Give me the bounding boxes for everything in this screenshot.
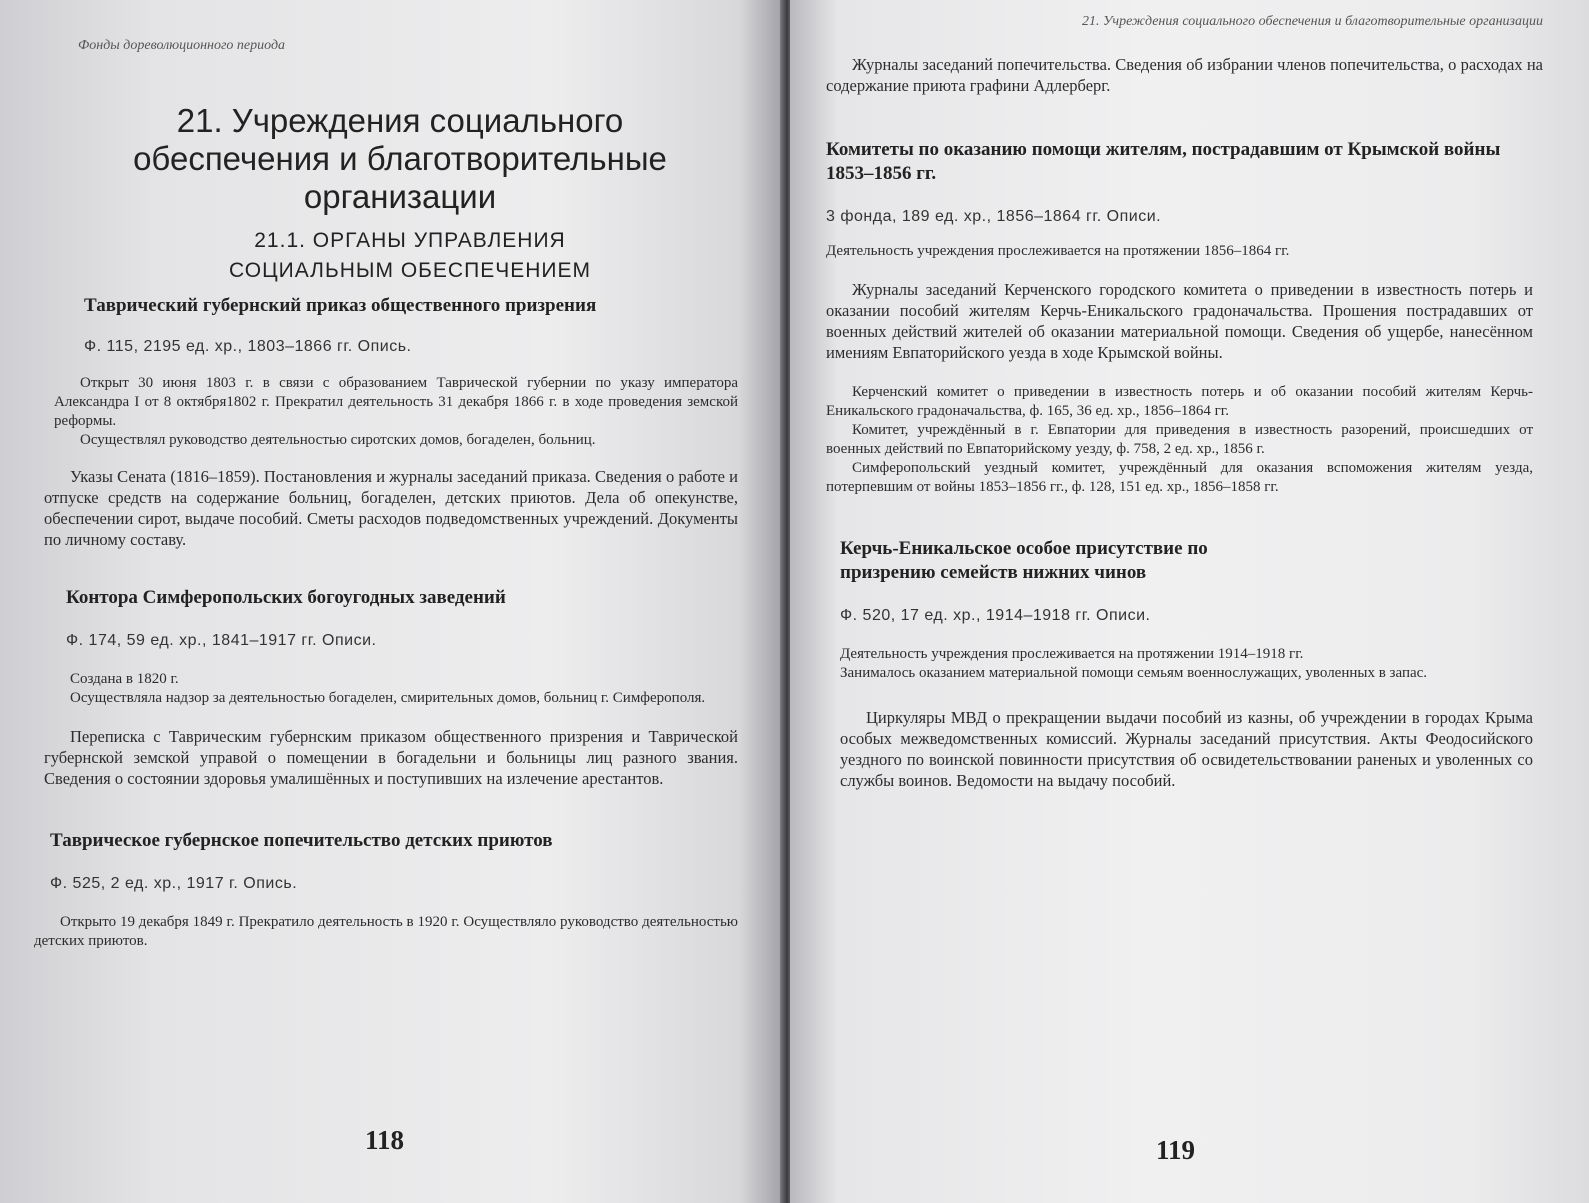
entry-meta: Ф. 520, 17 ед. хр., 1914–1918 гг. Описи. xyxy=(840,607,1151,624)
entry-heading: Керчь-Еникальское особое присутствие по призрению семейств нижних чинов xyxy=(840,538,1208,583)
left-page xyxy=(0,0,786,1203)
running-head-right: 21. Учреждения социального обеспечения и благотворительные организации xyxy=(1081,14,1543,29)
entry-history: Деятельность учреждения прослеживается на протяжении 1856–1864 гг. xyxy=(826,243,1290,259)
page-number-left: 118 xyxy=(365,1125,405,1155)
entry-history-2: Занималось оказанием материальной помощи семьям военнослужащих, уволенных в запас. xyxy=(840,665,1428,681)
entry-meta: Ф. 174, 59 ед. хр., 1841–1917 гг. Описи. xyxy=(66,632,377,649)
running-head-left: Фонды дореволюционного периода xyxy=(78,38,286,53)
entry-contents: Переписка с Таврическим губернским приказом общественного призрения и Таврической губернской земской управой о помещении в богадельни и больницы лиц разного звания. Сведения о состоянии здоровья умалишённых и поступивших на излечение арестантов. xyxy=(44,727,738,788)
entry-history: Открыт 30 июня 1803 г. в связи с образованием Таврической губернии по указу императора Александра I от 8 октября1802 г. Прекратил деятельность 31 декабря 1866 г. в ходе проведения земской реформы. xyxy=(54,375,738,429)
fund-entry-520 xyxy=(826,537,1563,791)
fund-entry-crimean-war-committees xyxy=(826,138,1563,497)
section-title-line2: СОЦИАЛЬНЫМ ОБЕСПЕЧЕНИЕМ xyxy=(229,259,591,282)
chapter-title: 21. Учреждения социального обеспечения и благотворительные организации xyxy=(133,102,667,215)
fund-entry-174 xyxy=(22,586,738,789)
entry-heading: Таврический губернский приказ общественного призрения xyxy=(84,295,597,316)
entry-history: Открыто 19 декабря 1849 г. Прекратило деятельность в 1920 г. Осуществляло руководство деятельностью детских приютов. xyxy=(34,914,738,949)
entry-history-2: Осуществляла надзор за деятельностью богаделен, смирительных домов, больниц г. Симферополя. xyxy=(70,690,706,706)
entry-heading: Контора Симферопольских богоугодных заведений xyxy=(66,587,506,608)
right-page xyxy=(790,0,1589,1203)
entry-meta: 3 фонда, 189 ед. хр., 1856–1864 гг. Описи. xyxy=(826,208,1162,225)
entry-meta: Ф. 525, 2 ед. хр., 1917 г. Опись. xyxy=(50,875,298,892)
entry-history: Деятельность учреждения прослеживается на протяжении 1914–1918 гг. xyxy=(840,646,1304,662)
sub-fund-item: Комитет, учреждённый в г. Евпатории для приведения в известность разорений, происшедших от военных действий по Евпаторийскому уезду, ф. 758, 2 ед. хр., 1856 г. xyxy=(826,422,1533,457)
entry-history: Создана в 1820 г. xyxy=(70,671,179,687)
entry-history-2: Осуществлял руководство деятельностью сиротских домов, богаделен, больниц. xyxy=(80,432,596,448)
sub-fund-item: Керченский комитет о приведении в известность потерь и об оказании пособий жителям Керчь-Еникальского градоначальства, ф. 165, 36 ед. хр., 1856–1864 гг. xyxy=(826,384,1533,419)
fund-entry-525 xyxy=(22,829,738,951)
section-title-line1: 21.1. ОРГАНЫ УПРАВЛЕНИЯ xyxy=(254,229,566,252)
entry-meta: Ф. 115, 2195 ед. хр., 1803–1866 гг. Опись. xyxy=(84,338,412,355)
page-number-right: 119 xyxy=(1156,1135,1196,1165)
entry-contents: Журналы заседаний Керченского городского комитета о приведении в известность потерь и оказании пособий жителям Керчь-Еникальского градоначальства. Прошения пострадавших от военных действий жителей об оказании материальной помощи. Сведения об ущербе, нанесённом имениям Евпаторийского уезда в ходе Крымской войны. xyxy=(826,280,1533,362)
entry-heading: Таврическое губернское попечительство детских приютов xyxy=(50,830,553,851)
entry-contents: Циркуляры МВД о прекращении выдачи пособий из казны, об учреждении в городах Крыма особых межведомственных комиссий. Журналы заседаний присутствия. Акты Феодосийского уездного по воинской повинности присутствия об освидетельствовании раненых и уволенных со службы воинов. Ведомости на выдачу пособий. xyxy=(840,708,1533,790)
entry-heading: Комитеты по оказанию помощи жителям, пострадавшим от Крымской войны 1853–1856 гг. xyxy=(826,139,1501,184)
fund-entry-115 xyxy=(22,294,738,550)
sub-fund-item: Симферопольский уездный комитет, учреждённый для оказания вспоможения жителям уезда, потерпевшим от войны 1853–1856 гг., ф. 128, 151 ед. хр., 1856–1858 гг. xyxy=(826,460,1533,495)
continuation-text: Журналы заседаний попечительства. Сведения об избрании членов попечительства, о расходах на содержание приюта графини Адлерберг. xyxy=(826,55,1543,95)
entry-contents: Указы Сената (1816–1859). Постановления и журналы заседаний приказа. Сведения о работе и отпуске средств на содержание больниц, богаделен, детских приютов. Дела об опекунстве, обеспечении сирот, выдаче пособий. Сметы расходов подведомственных учреждений. Документы по личному составу. xyxy=(44,467,738,549)
sub-fund-list xyxy=(826,383,1533,497)
